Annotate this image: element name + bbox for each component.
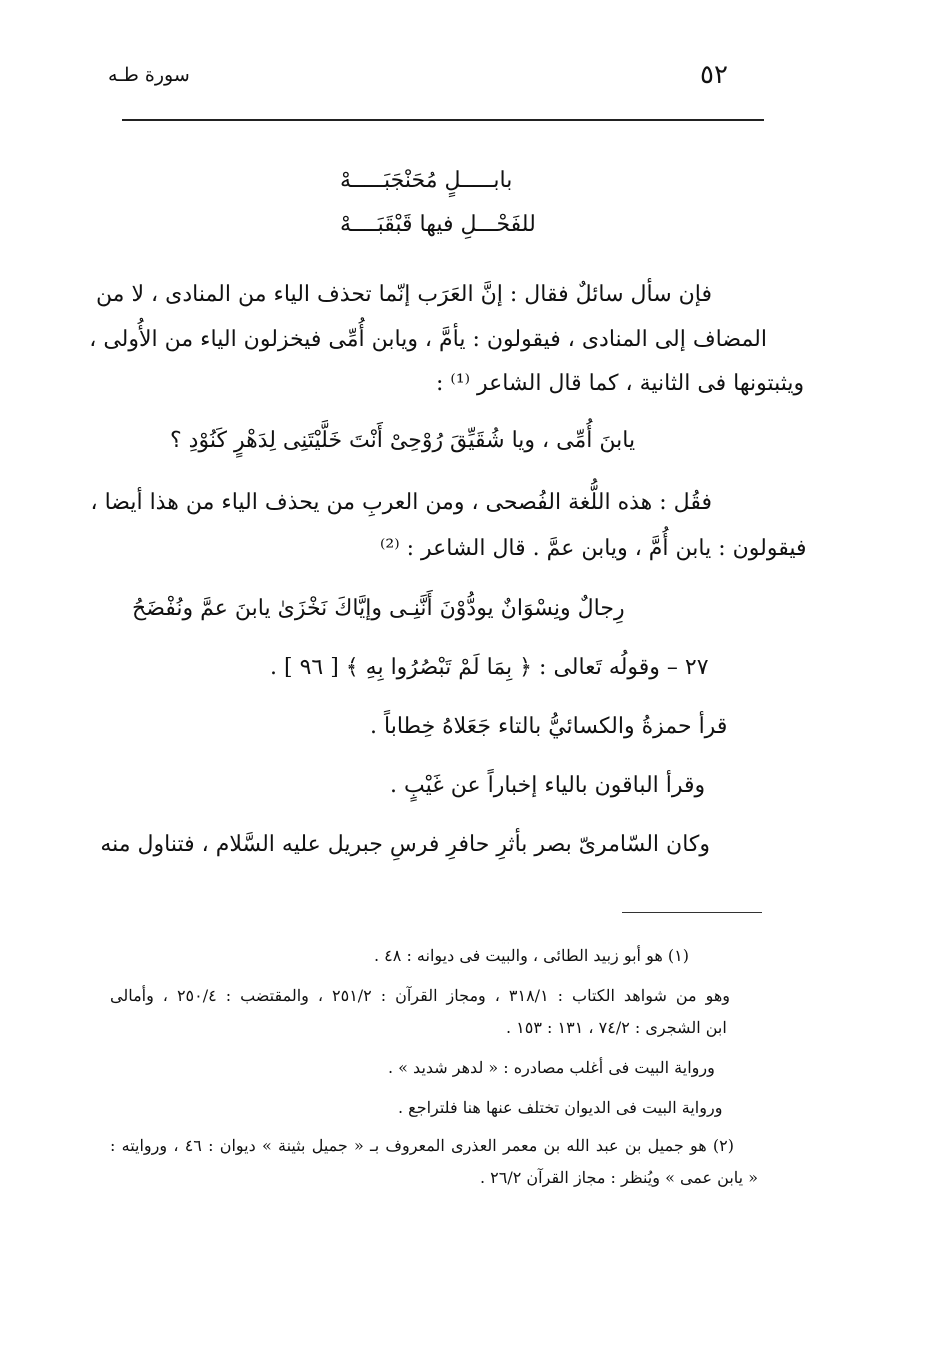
footnote-1-line: وهو من شواهد الكتاب : ٣١٨/١ ، ومجاز القرآن : ٢٥١/٢ ، والمقتضب : ٢٥٠/٤ ، وأمالى [110, 986, 730, 1005]
verse-line-2: للفَحْـــلِ فيها قَبْقَبَــــهْ [340, 212, 536, 237]
footnote-2-line: « يابن عمى » ويُنظر : مجاز القرآن ٢٦/٢ . [480, 1168, 758, 1187]
footnote-1-line: ورواية البيت فى الديوان تختلف عنها هنا فلتراجع . [398, 1098, 723, 1117]
header-divider [122, 119, 764, 121]
paragraph-line: فيقولون : يابن أُمَّ ، ويابن عمَّ . قال الشاعر : ⁽²⁾ [380, 536, 807, 561]
paragraph-line: ويثبتونها فى الثانية ، كما قال الشاعر ⁽¹⁾ : [436, 371, 805, 396]
footnote-2: (٢) هو جميل بن عبد الله بن معمر العذرى المعروف بـ « جميل بثينة » ديوان : ٤٦ ، وروايته : [110, 1136, 734, 1155]
poem-verse: يابنَ أُمِّى ، ويا شُقَيِّقَ رُوْحِىْ أَنْتَ خَلَّيْتَنِى لِدَهْرٍ كَنُوْدِ ؟ [170, 428, 636, 453]
paragraph-line: وقرأ الباقون بالياء إخباراً عن غَيْبٍ . [390, 773, 706, 798]
footnote-1-line: ابن الشجرى : ٧٤/٢ ، ١٣١ : ١٥٣ . [506, 1018, 727, 1037]
footnote-1: (١) هو أبو زبيد الطائى ، والبيت فى ديوانه : ٤٨ . [374, 946, 689, 965]
verse-line-1: بابـــــلٍ مُحَنْجَبَـــــهْ [340, 168, 513, 193]
footnote-1-line: ورواية البيت فى أغلب مصادره : « لدهر شديد » . [388, 1058, 715, 1077]
paragraph-line: فقُل : هذه اللُّغة الفُصحى ، ومن العربِ من يحذف الياء من هذا أيضا ، [90, 490, 712, 515]
paragraph-line: قرأ حمزةُ والكسائيُّ بالتاء جَعَلاهُ خِطاباً . [370, 714, 728, 739]
paragraph-line: وكان السّامرىّ بصر بأثرِ حافرِ فرسِ جبريل عليه السَّلام ، فتناول منه [100, 832, 710, 857]
running-header-title: سورة طـه [108, 64, 190, 86]
paragraph-line: فإن سأل سائلٌ فقال : إنَّ العَرَب إنّما تحذف الياء من المنادى ، لا من [95, 282, 712, 307]
footnote-divider [622, 912, 762, 913]
poem-verse: رِجالٌ ونِسْوَانٌ يودُّوْنَ أَنَّنِـى وإيَّاكَ نَخْزَىٰ يابنَ عمَّ ونُفْضَحُ [132, 596, 625, 621]
section-27-heading: ٢٧ – وقولُه تَعالى : ﴿ بِمَا لَمْ تَبْصُرُوا بِهِ ﴾ [ ٩٦ ] . [270, 655, 709, 680]
paragraph-line: المضاف إلى المنادى ، فيقولون : يأمَّ ، ويابن أُمِّى فيخزلون الياء من الأُولى ، [89, 327, 767, 352]
page-number: ٥٢ [700, 60, 728, 90]
